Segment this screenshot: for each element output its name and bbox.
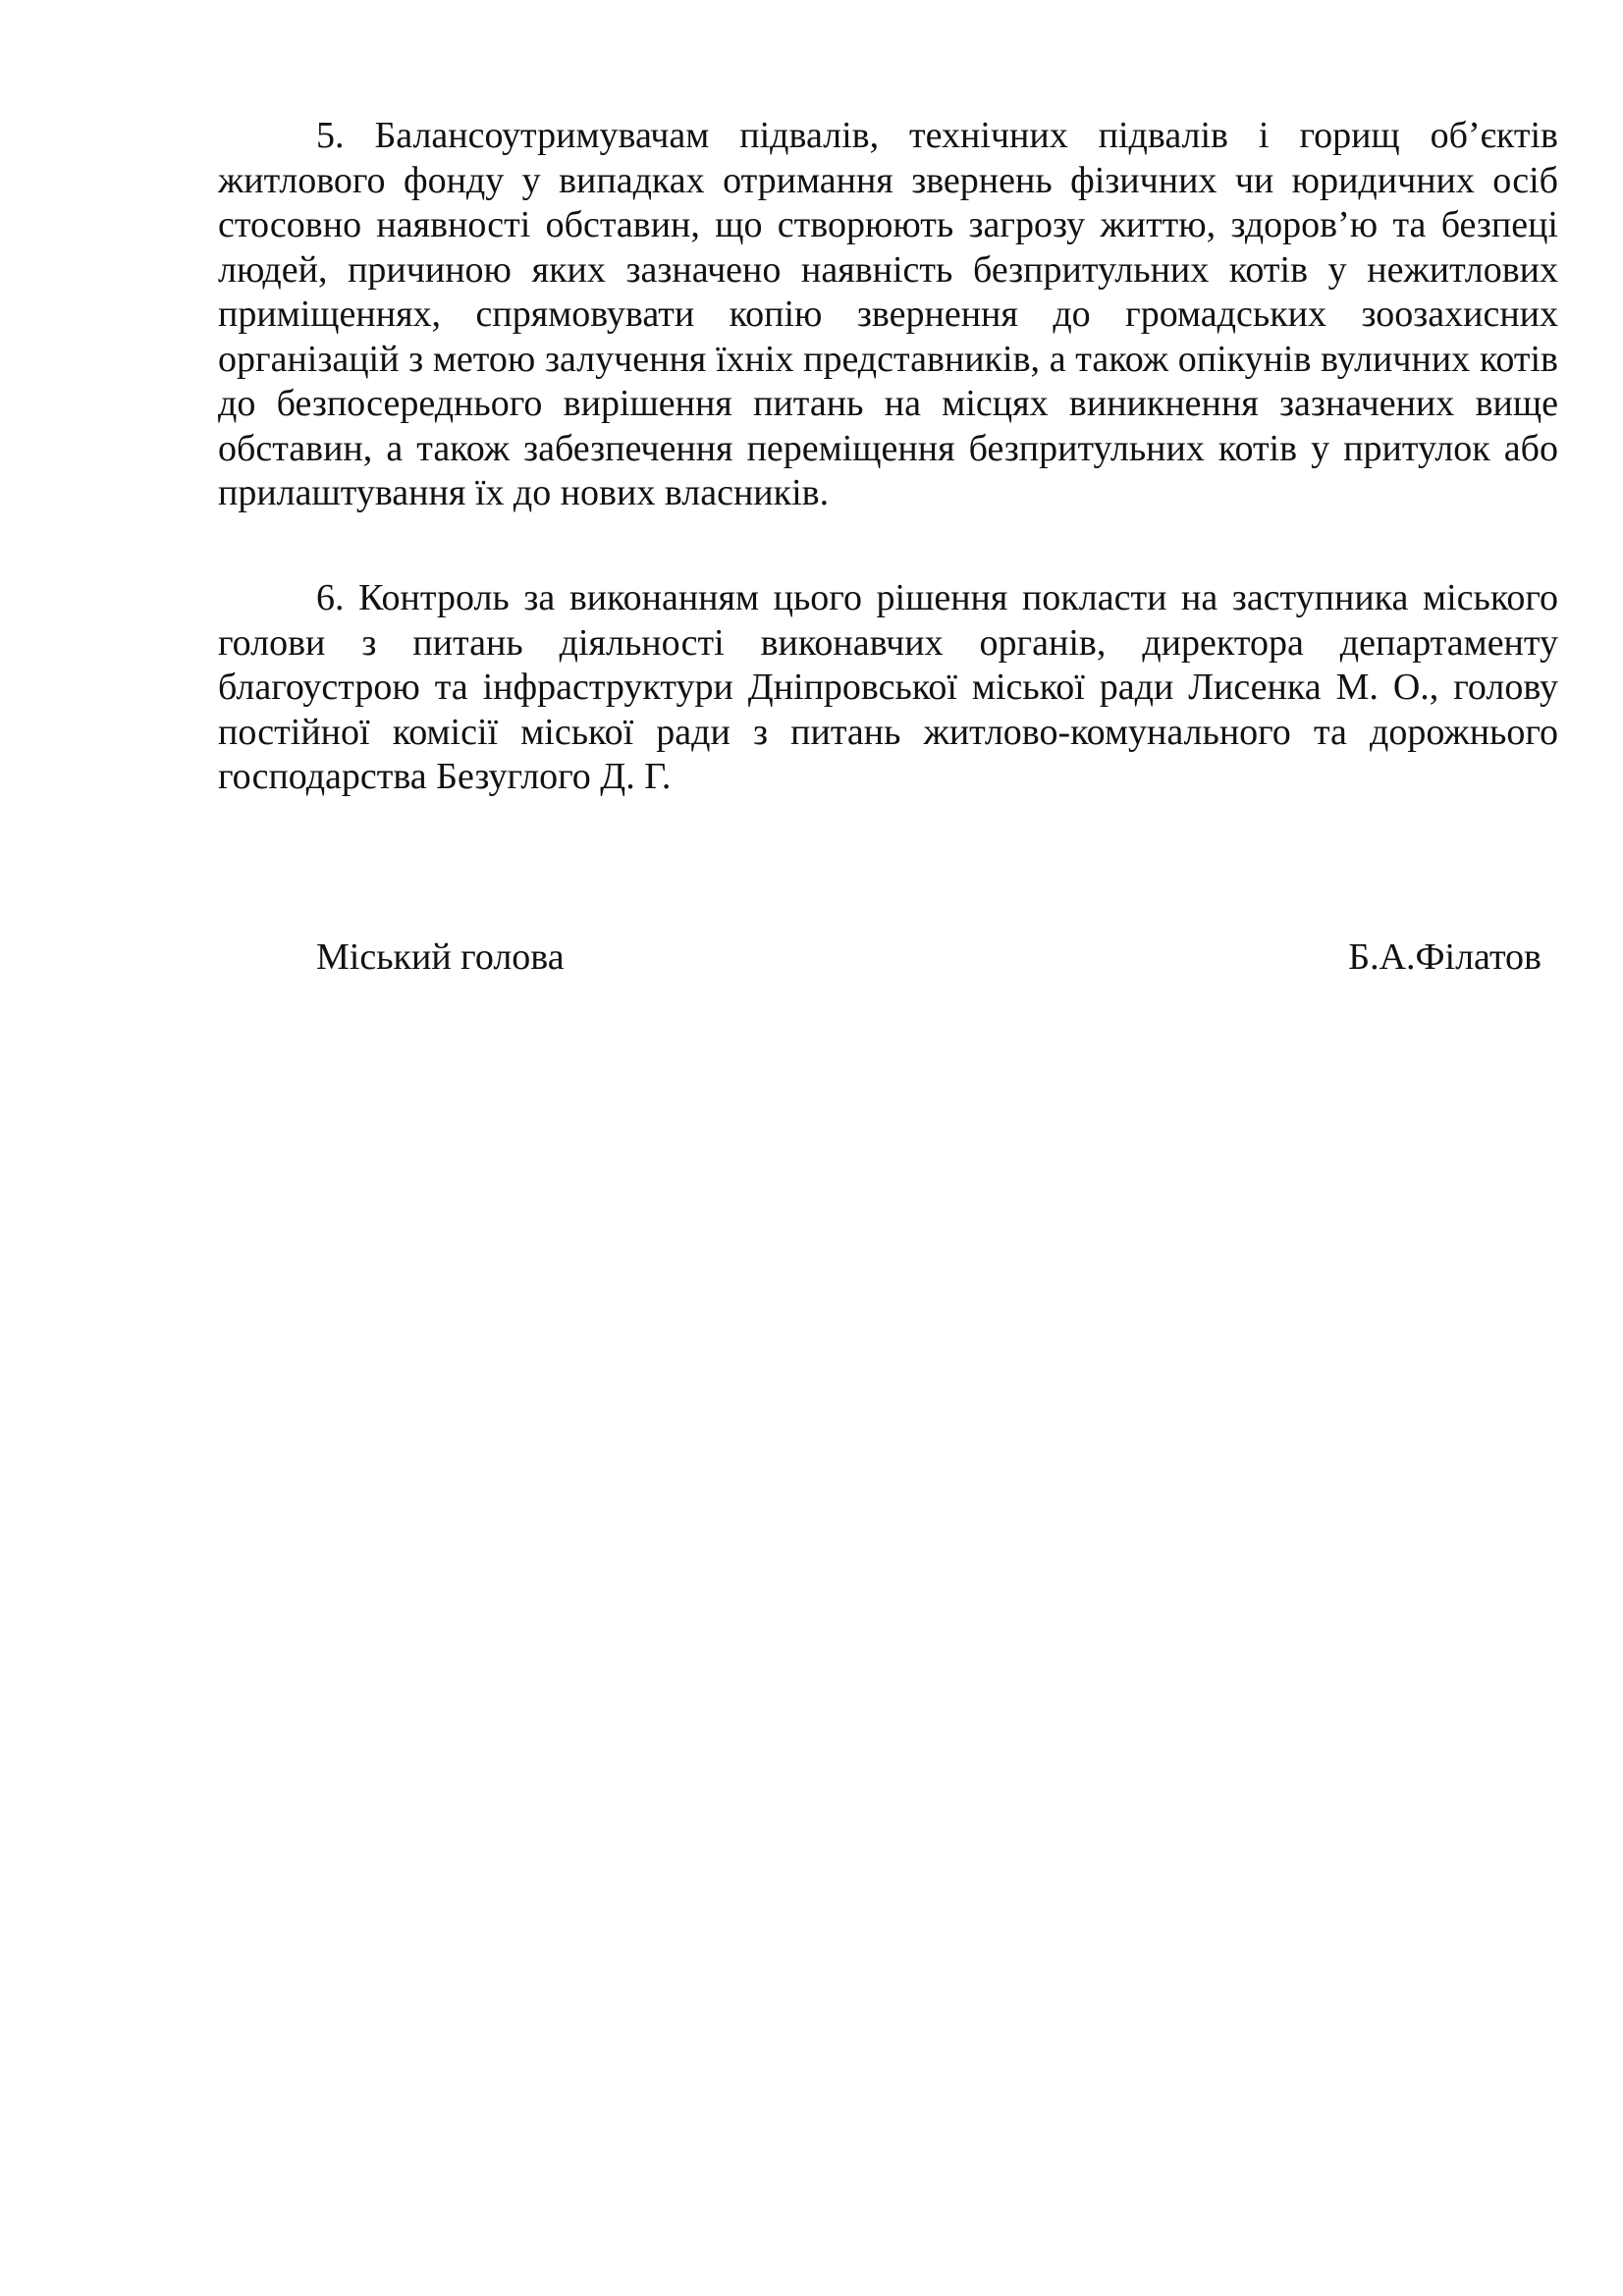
signature-block — [316, 935, 1542, 985]
paragraph-5: 5. Балансоутримувачам підвалів, технічних підвалів і горищ об’єктів житлового фонду у випадках отримання звернень фізичних чи юридичних осіб стосовно наявності обставин, що створюють загрозу життю, здоров’ю та безпеці людей, причиною яких зазначено наявність безпритульних котів у нежитлових приміщеннях, спрямовувати копію звернення до громадських зоозахисних організацій з метою залучення їхніх представників, а також опікунів вуличних котів до безпосереднього вирішення питань на місцях виникнення зазначених вище обставин, а також забезпечення переміщення безпритульних котів у притулок або прилаштування їх до нових власників. — [218, 115, 1558, 513]
signature-title: Міський голова — [316, 936, 565, 978]
signature-name: Б.А.Філатов — [1348, 936, 1542, 978]
paragraph-6: 6. Контроль за виконанням цього рішення покласти на заступника міського голови з питань діяльності виконавчих органів, директора департаменту благоустрою та інфраструктури Дніпровської міської ради Лисенка М. О., голову постійної комісії міської ради з питань житлово-комунального та дорожнього господарства Безуглого Д. Г. — [218, 577, 1558, 797]
